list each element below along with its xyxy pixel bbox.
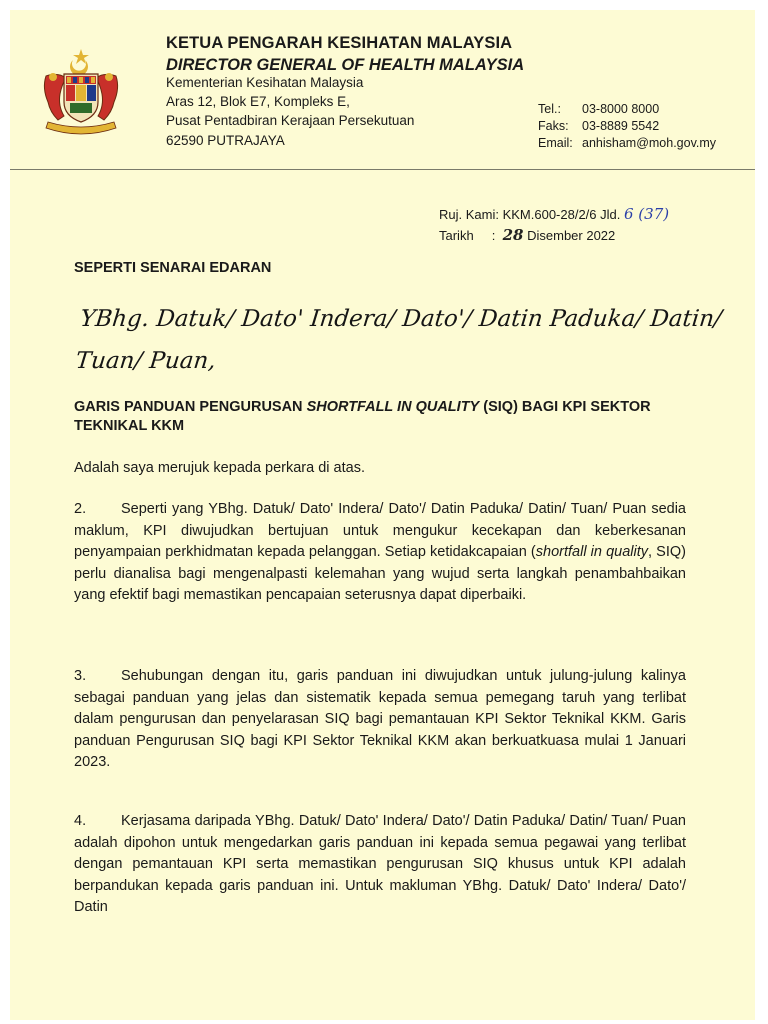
reference-block <box>439 204 669 246</box>
reference-label: Ruj. Kami: KKM.600-28/2/6 Jld. <box>439 207 621 222</box>
address-line: 62590 PUTRAJAYA <box>166 132 285 148</box>
address-line: Aras 12, Blok E7, Kompleks E, <box>166 94 350 110</box>
contact-email <box>538 135 716 152</box>
reference-number <box>439 204 669 225</box>
salutation-line: Tuan/ Puan, <box>74 348 218 374</box>
contact-label: Faks: <box>538 118 569 133</box>
date-separator: : <box>491 228 496 243</box>
address-line: Pusat Pentadbiran Kerajaan Persekutuan <box>166 113 415 129</box>
reference-date <box>439 225 669 246</box>
contact-value: 03-8889 5542 <box>582 118 660 133</box>
opening-paragraph: Adalah saya merujuk kepada perkara di atas. <box>74 460 365 476</box>
handwritten-salutation <box>74 298 724 382</box>
contact-fax <box>538 118 716 135</box>
paragraph-text: Seperti yang YBhg. Datuk/ Dato' Indera/ Dato'/ Datin Paduka/ Datin/ Tuan/ Puan sedia maklum, KPI diwujudkan bertujuan untuk mengukur kecekapan dan keberkesanan penyampaian perkhidmatan kepada pelanggan. Setiap ketidakcapaian ( <box>74 501 686 561</box>
paragraph-text: Sehubungan dengan itu, garis panduan ini diwujudkan untuk julung-julung kalinya sebagai panduan yang jelas dan sistematik kepada semua pemegang taruh yang terlibat dalam pengurusan dan penyelarasan SIQ bagi pemantauan KPI Sektor Teknikal KKM. Garis panduan Pengurusan SIQ bagi KPI Sektor Teknikal KKM akan berkuatkuasa mulai 1 Januari 2023. <box>74 668 686 771</box>
paragraph-number: 4. <box>74 813 87 829</box>
paragraph-4 <box>74 811 686 919</box>
letterhead-subtitle: DIRECTOR GENERAL OF HEALTH MALAYSIA <box>166 56 525 74</box>
paragraph-text: , SIQ) perlu dianalisa bagi mengenalpasti kelemahan yang wujud serta langkah penambahbaikan yang efektif bagi memastikan pencapaian seterusnya dapat diperbaiki. <box>74 544 686 604</box>
paragraph-italic: shortfall in quality <box>535 544 649 561</box>
letterhead-address <box>166 73 414 150</box>
letter-page <box>10 10 755 1020</box>
address-line: Kementerian Kesihatan Malaysia <box>166 75 364 90</box>
salutation-line: YBhg. Datuk/ Dato' Indera/ Dato'/ Datin Paduka/ Datin/ <box>78 306 724 332</box>
contact-label: Tel.: <box>538 102 561 116</box>
paragraph-2 <box>74 499 686 607</box>
paragraph-3 <box>74 666 686 774</box>
letter-subject <box>74 398 714 436</box>
reference-handwritten: 6 (37) <box>623 205 670 223</box>
contact-label: Email: <box>538 135 573 150</box>
date-label: Tarikh <box>439 228 474 243</box>
subject-text: GARIS PANDUAN PENGURUSAN <box>74 399 307 415</box>
contact-value: 03-8000 8000 <box>582 102 660 116</box>
paragraph-number: 3. <box>74 668 87 684</box>
date-day-handwritten: 28 <box>502 226 524 244</box>
subject-italic: SHORTFALL IN QUALITY <box>306 399 480 415</box>
subject-text: (SIQ) BAGI KPI SEKTOR TEKNIKAL KKM <box>74 399 651 434</box>
contact-tel <box>538 101 716 118</box>
letterhead-title: KETUA PENGARAH KESIHATAN MALAYSIA <box>166 34 513 52</box>
date-month-year: Disember 2022 <box>527 228 616 243</box>
paragraph-text: Kerjasama daripada YBhg. Datuk/ Dato' Indera/ Dato'/ Datin Paduka/ Datin/ Tuan/ Puan adalah dipohon untuk mengedarkan garis panduan ini kepada semua pegawai yang terlibat dengan pemantauan KPI serta memastikan pengurusan SIQ khusus untuk KPI adalah berpandukan kepada garis panduan ini. Untuk makluman YBhg. Datuk/ Dato' Indera/ Dato'/ Datin <box>74 813 686 916</box>
letterhead-contacts <box>538 101 716 151</box>
malaysia-coat-of-arms-icon <box>40 46 122 138</box>
recipients-line: SEPERTI SENARAI EDARAN <box>74 260 272 276</box>
contact-value: anhisham@moh.gov.my <box>582 135 717 150</box>
letterhead-divider <box>10 169 755 170</box>
paragraph-number: 2. <box>74 501 87 517</box>
